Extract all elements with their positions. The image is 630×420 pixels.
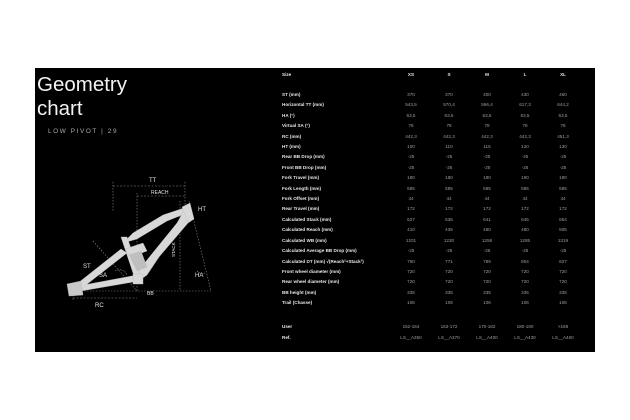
row-label: Horizontal TT (mm): [282, 102, 324, 108]
row-label: Virtual SA (°): [282, 123, 310, 129]
ha-label: HA: [195, 273, 204, 279]
row-label: Calculated Stack (mm): [282, 216, 332, 222]
row-value: 750: [407, 258, 415, 264]
footer-row: [282, 322, 582, 333]
row-value: 172: [521, 206, 529, 212]
row-value: 190: [521, 175, 529, 181]
row-value: 543,5: [405, 102, 417, 108]
table-row: [282, 142, 582, 152]
table-row: [282, 298, 582, 308]
row-label: Rear BB Drop (mm): [282, 154, 325, 160]
row-value: -25: [559, 164, 567, 170]
sa-label: SA: [99, 273, 108, 279]
table-row: [282, 100, 582, 110]
row-value: 460: [483, 227, 491, 233]
row-value: 100: [407, 144, 415, 150]
row-value: 720: [521, 268, 529, 274]
row-value: >188: [557, 323, 569, 329]
row-value: 720: [559, 279, 567, 285]
dropout: [67, 281, 83, 296]
row-value: 585: [483, 185, 491, 191]
row-value: LS__A400: [476, 334, 498, 340]
row-value: 180: [407, 175, 415, 181]
page-title: [37, 73, 157, 121]
table-row: [282, 163, 582, 173]
table-row: [282, 132, 582, 142]
title-line-2: chart: [37, 97, 83, 120]
spacer-row: [282, 309, 582, 322]
row-value: 1201: [405, 237, 417, 243]
row-value: 430: [521, 92, 529, 97]
st-label: ST: [83, 264, 91, 270]
row-value: 78: [484, 123, 490, 129]
row-value: 44: [522, 196, 528, 202]
row-value: 172: [559, 206, 567, 212]
row-value: 63,5: [520, 112, 530, 118]
geometry-panel: [35, 68, 595, 352]
row-label: Rear Travel (mm): [282, 206, 320, 212]
row-value: 172: [407, 206, 415, 212]
row-value: 152-164: [402, 323, 420, 329]
row-label: RC (mm): [282, 133, 302, 139]
row-label: Calculated WB (mm): [282, 237, 327, 243]
row-value: 106: [445, 300, 453, 306]
row-value: 570,4: [443, 102, 455, 108]
row-label: Front wheel diameter (mm): [282, 268, 341, 274]
row-value: 596,4: [481, 102, 493, 108]
row-value: 106: [521, 300, 529, 306]
row-value: 115: [483, 144, 491, 150]
row-value: 63,5: [444, 112, 454, 118]
row-value: 585: [407, 185, 415, 191]
row-value: 720: [559, 268, 567, 274]
row-label: Calculated Reach (mm): [282, 227, 333, 233]
row-value: 335: [559, 289, 567, 295]
row-value: 827: [559, 258, 567, 264]
table-row: [282, 288, 582, 298]
row-value: -25: [445, 164, 453, 170]
row-value: 63,5: [482, 112, 492, 118]
table-row: [282, 90, 582, 100]
row-value: -25: [407, 154, 415, 160]
row-value: 370: [407, 92, 415, 97]
row-label: Calculated DT (mm) √(Reach²+Stack²): [282, 258, 364, 264]
header-size-xl: XL: [560, 72, 566, 78]
row-value: 617,3: [519, 102, 531, 108]
row-value: 44: [560, 196, 566, 202]
row-value: 1285: [519, 237, 531, 243]
row-value: 720: [407, 268, 415, 274]
geometry-table: [282, 69, 582, 344]
row-value: 190: [559, 175, 567, 181]
row-label: ST (mm): [282, 92, 301, 97]
row-value: 78: [446, 123, 452, 129]
frame-diagram: [51, 171, 231, 311]
row-value: 1230: [443, 237, 455, 243]
row-value: 442,3: [443, 133, 455, 139]
row-value: 720: [445, 279, 453, 285]
table-row: [282, 194, 582, 204]
table-row: [282, 277, 582, 287]
row-label: BB height (mm): [282, 289, 317, 295]
row-value: 636: [445, 216, 453, 222]
header-size-label: Size: [282, 72, 292, 78]
row-value: LS__A460: [552, 334, 574, 340]
row-label: Fork Offset (mm): [282, 196, 320, 202]
row-label: Trail (Chasse): [282, 300, 313, 306]
row-label: HA (°): [282, 112, 295, 118]
row-value: 400: [483, 92, 491, 97]
stack-label: STACK: [171, 242, 176, 257]
row-value: 180-190: [516, 323, 534, 329]
table-row: [282, 236, 582, 246]
bb-label: BB: [147, 291, 154, 297]
table-row: [282, 184, 582, 194]
ht-label: HT: [198, 207, 206, 213]
spacer-row: [282, 82, 582, 90]
bb-shell: [133, 274, 143, 284]
row-value: LS__A430: [514, 334, 536, 340]
row-value: 120: [521, 144, 529, 150]
row-value: 585: [559, 185, 567, 191]
row-value: 720: [521, 279, 529, 285]
row-value: 627: [407, 216, 415, 222]
row-value: 63,5: [406, 112, 416, 118]
table-row: [282, 173, 582, 183]
row-value: 110: [445, 144, 453, 150]
row-value: 654: [559, 216, 567, 222]
row-value: 106: [559, 300, 567, 306]
row-value: 480: [521, 227, 529, 233]
row-value: 451,3: [557, 133, 569, 139]
row-value: 804: [521, 258, 529, 264]
table-header-row: [282, 69, 582, 82]
row-label: Rear wheel diameter (mm): [282, 279, 340, 285]
row-value: 720: [407, 279, 415, 285]
row-value: 163-172: [440, 323, 458, 329]
row-label: Ref.: [282, 334, 291, 340]
row-value: 335: [483, 289, 491, 295]
row-value: LS__A370: [438, 334, 460, 340]
row-value: 335: [521, 289, 529, 295]
page-subtitle: LOW PIVOT | 29: [48, 128, 119, 135]
row-value: -25: [407, 248, 415, 254]
header-size-l: L: [523, 72, 527, 78]
row-value: -25: [445, 154, 453, 160]
row-value: 44: [408, 196, 414, 202]
reach-label: REACH: [151, 190, 169, 196]
row-label: User: [282, 323, 293, 329]
row-label: Fork Length (mm): [282, 185, 322, 191]
row-value: 720: [483, 279, 491, 285]
row-value: -25: [407, 164, 415, 170]
row-value: LS__A350: [400, 334, 422, 340]
row-value: 771: [445, 258, 453, 264]
footer-row: [282, 333, 582, 344]
rc-label: RC: [95, 303, 104, 309]
row-value: -25: [521, 248, 529, 254]
row-value: 644,2: [557, 102, 569, 108]
row-value: 505: [559, 227, 567, 233]
table-row: [282, 111, 582, 121]
row-value: 442,3: [481, 133, 493, 139]
row-value: 106: [407, 300, 415, 306]
row-value: 720: [483, 268, 491, 274]
table-row: [282, 257, 582, 267]
row-value: 1319: [557, 237, 569, 243]
row-label: Calculated Average BB Drop (mm): [282, 248, 357, 254]
row-value: 585: [445, 185, 453, 191]
row-value: 335: [445, 289, 453, 295]
row-value: -25: [483, 164, 491, 170]
row-value: 130: [559, 144, 567, 150]
row-value: 442,3: [405, 133, 417, 139]
header-size-m: M: [485, 72, 489, 78]
row-value: 1258: [481, 237, 493, 243]
row-label: Front BB Drop (mm): [282, 164, 327, 170]
header-size-s: S: [447, 72, 451, 78]
row-value: -25: [445, 248, 453, 254]
row-value: 78: [408, 123, 414, 129]
row-value: 180: [445, 175, 453, 181]
row-value: 435: [445, 227, 453, 233]
row-value: 170-182: [478, 323, 496, 329]
row-value: 78: [560, 123, 566, 129]
row-value: 442,3: [519, 133, 531, 139]
table-row: [282, 225, 582, 235]
row-value: 172: [483, 206, 491, 212]
row-value: 460: [559, 92, 567, 97]
row-value: -25: [521, 154, 529, 160]
table-row: [282, 152, 582, 162]
row-value: 370: [445, 92, 453, 97]
row-value: -25: [483, 248, 491, 254]
row-value: 335: [407, 289, 415, 295]
header-size-xs: XS: [407, 72, 415, 78]
row-value: 410: [407, 227, 415, 233]
title-line-1: Geometry: [37, 73, 127, 96]
row-value: 180: [483, 175, 491, 181]
table-row: [282, 246, 582, 256]
row-value: 645: [521, 216, 529, 222]
row-value: -25: [559, 248, 567, 254]
table-row: [282, 267, 582, 277]
tt-label: TT: [149, 178, 157, 184]
row-value: -25: [559, 154, 567, 160]
row-value: 641: [483, 216, 491, 222]
row-value: 106: [483, 300, 491, 306]
row-label: Fork Travel (mm): [282, 175, 320, 181]
row-value: 720: [445, 268, 453, 274]
row-value: 63,5: [558, 112, 568, 118]
table-row: [282, 204, 582, 214]
row-value: 78: [522, 123, 528, 129]
row-value: 789: [483, 258, 491, 264]
row-value: 172: [445, 206, 453, 212]
table-row: [282, 215, 582, 225]
row-value: 44: [446, 196, 452, 202]
row-value: 585: [521, 185, 529, 191]
sa-arc: [115, 270, 127, 275]
row-value: -25: [483, 154, 491, 160]
row-value: 44: [484, 196, 490, 202]
row-label: HT (mm): [282, 144, 301, 150]
table-row: [282, 121, 582, 131]
row-value: -25: [521, 164, 529, 170]
